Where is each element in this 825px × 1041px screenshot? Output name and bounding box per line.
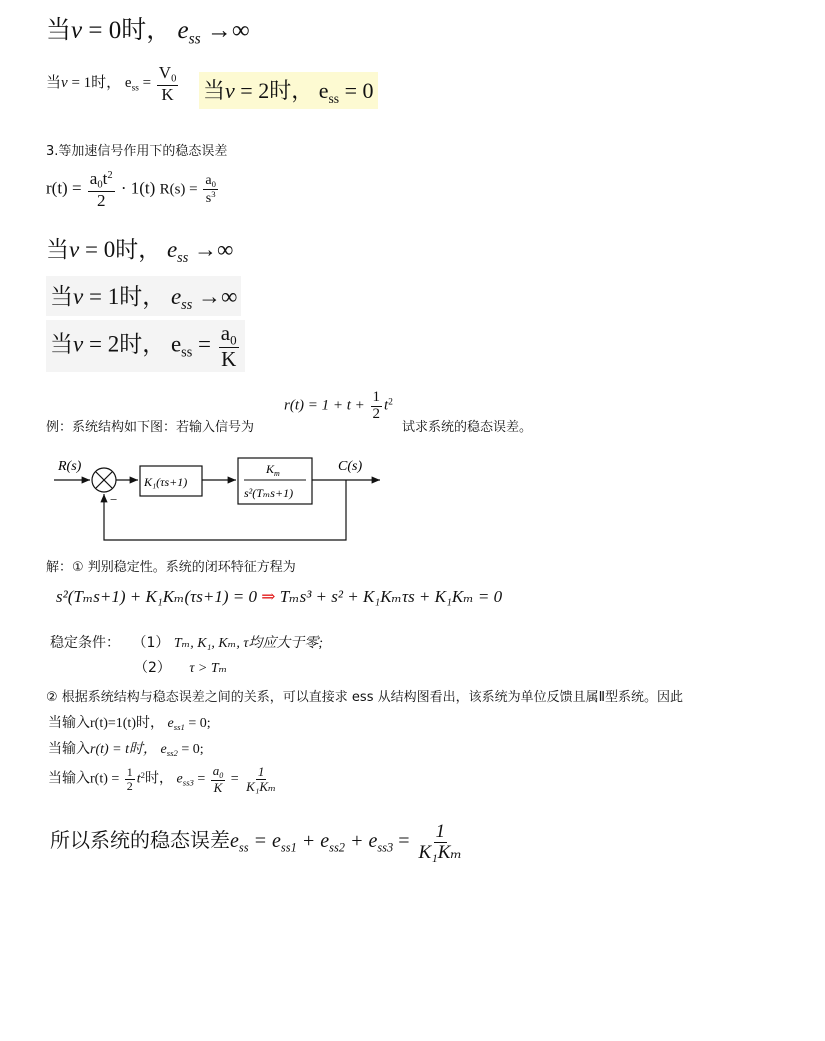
formula-nu0-infinity: 当ν = 0时， $e_{ss}$ →∞ [46, 15, 250, 48]
stability-condition-2: （2） τ > Tₘ [134, 660, 228, 676]
solution-intro: 解：① 判别稳定性。系统的闭环特征方程为 [46, 560, 296, 575]
minus-sign: − [110, 492, 118, 507]
input-label: R(s) [58, 459, 82, 474]
final-result: 所以系统的稳态误差$e_{ss} = e_{ss1} + e_{ss2} + e_{ss3}$ = $\frac{1}{\text{K₁Kₘ}}$ [50, 821, 463, 863]
formula-case-nu1: 当ν = 1时， $e_{ss}$ →∞ [46, 276, 241, 316]
controller-label: K₁(τs+1) [144, 475, 188, 489]
plant-numerator: $K_m$ [266, 462, 280, 478]
stability-conditions: 稳定条件： （1） Tₘ, K₁, Kₘ, τ均应大于零; [50, 635, 324, 651]
characteristic-equation: s²(Tₘs+1) + K₁Kₘ(τs+1) = 0 ⇒ Tₘs³ + s² + K₁Kₘτs + K₁Kₘ = 0 [56, 587, 503, 606]
input-case-3: 当输入r(t) = $\frac{1}{2}$ $t^2$时， $e_{ss3}$ = $\frac{a_0}{K}$ = $\frac{1}{\text{K₁Kₘ}}$ [48, 763, 277, 796]
example-rt-formula: r(t) = 1 + t + $\frac{1}{2}$ $t^2$ [284, 389, 393, 422]
step2-text: ② 根据系统结构与稳态误差之间的关系，可以直接求 ess 从结构图看出，该系统为单位反馈且属Ⅱ型系统。因此 [46, 690, 683, 705]
formula-case-nu0: 当ν = 0时， $e_{ss}$ →∞ [46, 237, 234, 266]
input-case-2: 当输入r(t) = t时， $e_{ss2} = 0$; [48, 742, 204, 759]
output-label: C(s) [338, 459, 363, 474]
plant-denominator: s²(Tₘs+1) [244, 486, 294, 500]
summing-junction [92, 468, 116, 492]
block-diagram [46, 452, 386, 552]
formula-nu1-v0-over-k: 当ν = 1时， $e_{ss}$ = $\frac{V_0}{K}$ [46, 63, 177, 104]
input-case-1: 当输入r(t)=1(t)时， $e_{ss1} = 0$; [48, 716, 211, 733]
formula-nu2-zero: 当ν = 2时， $e_{ss} = 0$ [199, 72, 378, 109]
formula-rt-acceleration: r(t) = $\frac{a_0t^2}{2}$ · 1(t) R(s) = $\frac{a_0}{s^3}$ [46, 169, 216, 210]
formula-case-nu2: 当ν = 2时， $e_{ss}$ = $\frac{a_0}{K}$ [46, 320, 245, 372]
section-heading: 3.等加速信号作用下的稳态误差 [46, 144, 228, 159]
